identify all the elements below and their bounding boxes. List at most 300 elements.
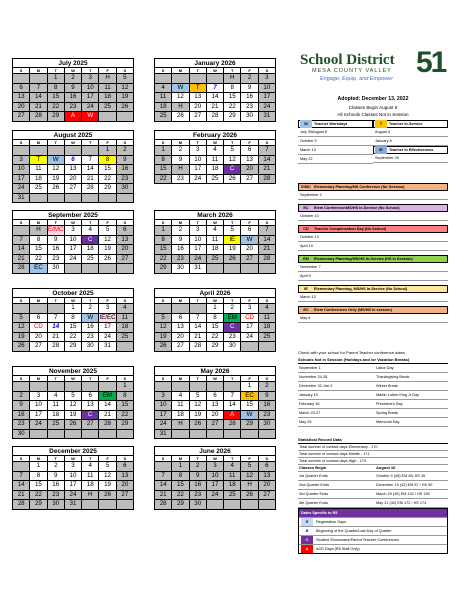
day-cell: 4 — [155, 83, 172, 93]
day-cell: 28 — [30, 112, 47, 122]
weekday-label: F — [99, 140, 116, 146]
day-cell: 18 — [258, 323, 275, 333]
weekday-label: S — [258, 140, 275, 146]
month-calendar-aug25 — [12, 130, 134, 203]
day-cell: 17 — [258, 93, 275, 103]
day-cell: W — [241, 410, 258, 420]
day-cell: 9 — [172, 155, 189, 165]
week-row — [13, 401, 134, 411]
weekday-label: T — [224, 68, 241, 74]
legend-section-tag: EC — [303, 308, 309, 312]
day-cell: 18 — [47, 410, 64, 420]
weekday-label: S — [155, 456, 172, 462]
weekday-label: S — [13, 68, 30, 74]
weekday-label: M — [172, 68, 189, 74]
holiday-name: Martin Luther King Jr Day — [376, 393, 420, 397]
weekday-label: T — [82, 140, 99, 146]
day-cell: 18 — [82, 481, 99, 491]
day-cell: 16 — [47, 481, 64, 491]
month-title: February 2026 — [154, 130, 276, 139]
weekday-label: M — [172, 220, 189, 226]
day-cell: C — [224, 323, 241, 333]
day-cell: W — [82, 313, 99, 323]
day-cell: 22 — [116, 410, 133, 420]
day-cell — [116, 342, 133, 352]
stat-line: Total number of contact days Middle - 171 — [299, 452, 370, 456]
week-row — [13, 490, 134, 500]
day-cell: 12 — [224, 155, 241, 165]
day-cell: 12 — [13, 323, 30, 333]
month-calendar-feb26 — [154, 130, 276, 184]
weekday-label: T — [189, 68, 206, 74]
day-cell: 28 — [47, 342, 64, 352]
legend-sections — [298, 183, 448, 327]
day-cell: 17 — [30, 410, 47, 420]
day-cell: 13 — [116, 235, 133, 245]
day-cell: 5 — [64, 391, 81, 401]
day-cell: 11 — [155, 93, 172, 103]
day-cell: 16 — [116, 165, 133, 175]
day-cell: 16 — [189, 481, 206, 491]
day-cell: 20 — [13, 102, 30, 112]
day-cell — [47, 304, 64, 314]
day-cell: 4 — [82, 462, 99, 472]
day-cell — [224, 264, 241, 274]
day-cell: 15 — [224, 93, 241, 103]
quarter-date: March 20 (45) EM 132 / HS 135 — [376, 492, 430, 496]
day-cell: 26 — [172, 112, 189, 122]
day-cell: 13 — [64, 165, 81, 175]
day-cell: 26 — [99, 490, 116, 500]
day-cell: 11 — [116, 313, 133, 323]
day-cell: 17 — [189, 165, 206, 175]
holiday-row — [298, 382, 448, 391]
inservice-header — [373, 120, 448, 128]
day-cell: 23 — [258, 410, 275, 420]
day-cell: 4 — [47, 391, 64, 401]
day-cell: 18 — [116, 323, 133, 333]
day-cell: 6 — [172, 313, 189, 323]
day-cell: C — [82, 410, 99, 420]
day-cell — [258, 342, 275, 352]
week-row — [155, 83, 276, 93]
month-calendar-dec25 — [12, 446, 134, 510]
day-cell — [189, 304, 206, 314]
month-calendar-oct25 — [12, 288, 134, 352]
day-cell — [64, 382, 81, 392]
day-cell: 20 — [241, 245, 258, 255]
day-cell: 24 — [189, 174, 206, 184]
day-cell: 6 — [30, 313, 47, 323]
weekday-label: W — [64, 456, 81, 462]
week-row — [13, 226, 134, 236]
day-cell: 3 — [189, 226, 206, 236]
day-cell — [116, 500, 133, 510]
day-cell: 10 — [189, 155, 206, 165]
weekday-label: S — [258, 456, 275, 462]
day-cell: 4 — [82, 226, 99, 236]
day-cell: 17 — [241, 323, 258, 333]
month-grid — [154, 455, 276, 510]
day-cell: 3 — [241, 304, 258, 314]
day-cell: 20 — [172, 332, 189, 342]
day-cell — [206, 500, 223, 510]
weekday-label: T — [47, 376, 64, 382]
day-cell: 7 — [155, 471, 172, 481]
month-grid — [12, 297, 134, 352]
day-cell: 24 — [82, 102, 99, 112]
weekday-label: S — [258, 298, 275, 304]
legend-section-title: Elem Conference/MS/HS In-Service (No School) — [314, 206, 400, 210]
day-cell: 26 — [189, 420, 206, 430]
inservice-title: Teacher In-Service — [389, 122, 423, 126]
day-cell: C — [82, 235, 99, 245]
day-cell — [241, 342, 258, 352]
day-cell: 9 — [189, 471, 206, 481]
day-cell: 19 — [224, 245, 241, 255]
holiday-date: May 25 — [299, 420, 312, 424]
day-cell — [99, 193, 116, 203]
day-cell: 1 — [116, 382, 133, 392]
day-cell: 7 — [206, 83, 223, 93]
day-cell — [172, 382, 189, 392]
day-cell: 8 — [206, 313, 223, 323]
day-cell: 30 — [47, 500, 64, 510]
day-cell: 19 — [116, 93, 133, 103]
day-cell: 20 — [189, 102, 206, 112]
day-cell: 5 — [189, 391, 206, 401]
month-calendar-may26 — [154, 366, 276, 439]
day-cell: 3 — [82, 74, 99, 84]
day-cell: 11 — [258, 313, 275, 323]
day-cell: 20 — [241, 165, 258, 175]
holiday-name: Thanksgiving Break — [376, 375, 410, 379]
day-cell: 27 — [116, 490, 133, 500]
day-cell: 3 — [99, 304, 116, 314]
day-cell: 4 — [206, 146, 223, 156]
day-cell: 29 — [224, 112, 241, 122]
weekday-label: T — [189, 376, 206, 382]
day-cell: 3 — [64, 462, 81, 472]
day-cell: 11 — [224, 471, 241, 481]
day-cell: 7 — [224, 391, 241, 401]
day-cell: 29 — [64, 342, 81, 352]
month-title: August 2025 — [12, 130, 134, 139]
day-cell — [30, 429, 47, 439]
day-cell: 8 — [30, 471, 47, 481]
day-cell — [116, 112, 133, 122]
header-block — [298, 96, 448, 117]
day-cell — [47, 382, 64, 392]
day-cell: 20 — [116, 481, 133, 491]
quarters-block — [298, 463, 448, 508]
day-cell: 10 — [206, 471, 223, 481]
day-cell: 9 — [241, 83, 258, 93]
weekday-label: F — [99, 298, 116, 304]
logo-main-text: School District — [300, 52, 395, 68]
day-cell — [172, 429, 189, 439]
day-cell: 12 — [189, 401, 206, 411]
day-cell — [189, 74, 206, 84]
district-logo — [298, 46, 448, 92]
weekday-label: M — [172, 376, 189, 382]
day-cell: 2 — [189, 462, 206, 472]
day-cell: 24 — [30, 420, 47, 430]
stat-line: Total number of contact days High - 174 — [299, 459, 367, 463]
day-cell: 7 — [13, 235, 30, 245]
day-cell: 18 — [99, 93, 116, 103]
weekday-label: W — [206, 68, 223, 74]
day-cell: 14 — [189, 323, 206, 333]
day-cell: H — [172, 102, 189, 112]
day-cell: 5 — [155, 313, 172, 323]
day-cell: 14 — [82, 165, 99, 175]
week-row — [155, 245, 276, 255]
key-row — [299, 535, 447, 544]
day-cell: 17 — [13, 174, 30, 184]
day-cell: 8 — [116, 391, 133, 401]
legend-section-date: April 10 — [298, 242, 448, 251]
day-cell: 21 — [82, 174, 99, 184]
day-cell: 23 — [64, 102, 81, 112]
day-cell: 29 — [47, 112, 64, 122]
day-cell: 1 — [30, 462, 47, 472]
day-cell: 28 — [258, 254, 275, 264]
day-cell: 14 — [30, 93, 47, 103]
week-row — [13, 245, 134, 255]
week-row — [13, 83, 134, 93]
day-cell: 17 — [82, 93, 99, 103]
day-cell: 19 — [99, 481, 116, 491]
quarter-label: 3rd Quarter Ends — [299, 492, 329, 496]
day-cell: 18 — [224, 481, 241, 491]
week-row — [155, 500, 276, 510]
week-row — [155, 481, 276, 491]
day-cell: 7 — [30, 83, 47, 93]
month-calendar-nov25 — [12, 366, 134, 439]
holiday-row — [298, 418, 448, 427]
day-cell: 11 — [30, 165, 47, 175]
day-cell: 4 — [258, 304, 275, 314]
weekday-label: S — [258, 376, 275, 382]
day-cell: 12 — [172, 93, 189, 103]
day-cell: 25 — [82, 254, 99, 264]
legend-section-title: Elementary Planning, MS/HS In-Service (No School) — [314, 287, 408, 291]
week-row — [155, 323, 276, 333]
month-title: July 2025 — [12, 58, 134, 67]
quarter-date: December 19 (42) EM 87 / HS 90 — [376, 483, 433, 487]
legend-section-date: October 10 — [298, 212, 448, 221]
workday-header — [298, 120, 373, 128]
weekday-label: S — [116, 68, 133, 74]
legend-section-header — [298, 306, 448, 314]
day-cell — [30, 74, 47, 84]
legend-section-title: Elem Conferences Only (MS/HS in session) — [314, 308, 392, 312]
day-cell: 28 — [224, 420, 241, 430]
day-cell: 10 — [30, 401, 47, 411]
day-cell: A — [224, 410, 241, 420]
weekday-label: W — [206, 298, 223, 304]
day-cell: 24 — [189, 254, 206, 264]
classes-begin: Classes Begin August 6 — [348, 105, 398, 110]
day-cell: 24 — [258, 102, 275, 112]
weekday-label: S — [258, 68, 275, 74]
day-cell: EC — [30, 264, 47, 274]
day-cell: 10 — [189, 235, 206, 245]
legend-section-tag: IE — [304, 287, 308, 291]
legend-section — [298, 225, 448, 251]
stats-block — [298, 436, 448, 465]
legend-section-tag: EC — [303, 206, 309, 210]
day-cell: 1 — [99, 146, 116, 156]
day-cell: 26 — [47, 184, 64, 194]
weekday-label: T — [189, 456, 206, 462]
month-title: June 2026 — [154, 446, 276, 455]
day-cell — [99, 429, 116, 439]
day-cell: 14 — [47, 323, 64, 333]
day-cell: 13 — [82, 401, 99, 411]
day-cell — [13, 382, 30, 392]
week-row — [13, 382, 134, 392]
quarter-row — [298, 472, 448, 481]
day-cell: 23 — [189, 490, 206, 500]
week-row — [155, 382, 276, 392]
day-cell — [206, 382, 223, 392]
day-cell: 14 — [155, 481, 172, 491]
day-cell: 9 — [116, 155, 133, 165]
weekday-label: T — [47, 298, 64, 304]
day-cell: 20 — [64, 174, 81, 184]
holiday-date: March 23-27 — [299, 411, 321, 415]
day-cell: 12 — [64, 401, 81, 411]
day-cell — [206, 264, 223, 274]
day-cell: 4 — [206, 226, 223, 236]
month-grid — [12, 219, 134, 274]
day-cell: 24 — [99, 332, 116, 342]
week-row — [155, 165, 276, 175]
day-cell: 16 — [172, 245, 189, 255]
day-cell: 21 — [47, 332, 64, 342]
week-row — [155, 391, 276, 401]
day-cell: 11 — [172, 401, 189, 411]
day-cell: CD — [241, 313, 258, 323]
holiday-name: Labor Day — [376, 366, 394, 370]
week-row — [13, 500, 134, 510]
logo-subtitle: MESA COUNTY VALLEY — [312, 68, 392, 74]
day-cell: 15 — [30, 245, 47, 255]
day-cell: 19 — [189, 410, 206, 420]
day-cell: 4 — [224, 462, 241, 472]
weekday-label: M — [30, 376, 47, 382]
weekday-label: T — [47, 140, 64, 146]
day-cell: 21 — [206, 102, 223, 112]
legend-section-date: May 8 — [298, 314, 448, 323]
weekday-label: M — [172, 298, 189, 304]
month-calendar-apr26 — [154, 288, 276, 352]
week-row — [155, 471, 276, 481]
day-cell: 30 — [258, 420, 275, 430]
weekday-label: T — [224, 456, 241, 462]
day-cell: 20 — [206, 410, 223, 420]
weekday-label: F — [99, 376, 116, 382]
week-row — [155, 93, 276, 103]
day-cell: H — [241, 481, 258, 491]
weekday-label: T — [224, 376, 241, 382]
legend-section-date: October 13 — [298, 233, 448, 242]
day-cell: 6 — [241, 226, 258, 236]
weekday-label: F — [241, 456, 258, 462]
day-cell: 22 — [155, 254, 172, 264]
key-row — [299, 526, 447, 535]
legend-section — [298, 183, 448, 200]
day-cell — [172, 304, 189, 314]
month-grid — [12, 139, 134, 203]
week-row — [13, 146, 134, 156]
day-cell: 14 — [99, 401, 116, 411]
weekday-label: T — [47, 68, 64, 74]
day-cell: 28 — [13, 500, 30, 510]
day-cell: 5 — [13, 313, 30, 323]
legend-section-date: November 7 — [298, 263, 448, 272]
quarter-date: October 9 (45) EM 45/ HS 45 — [376, 474, 426, 478]
day-cell: 16 — [13, 410, 30, 420]
day-cell: 30 — [172, 264, 189, 274]
key-text: Registration Days — [316, 519, 346, 524]
day-cell: 14 — [258, 155, 275, 165]
day-cell: 9 — [13, 401, 30, 411]
day-cell: 11 — [99, 83, 116, 93]
weekday-label: W — [64, 376, 81, 382]
day-cell: 11 — [82, 471, 99, 481]
holiday-date: September 1 — [299, 366, 321, 370]
day-cell: 29 — [30, 500, 47, 510]
day-cell — [82, 264, 99, 274]
week-row — [13, 471, 134, 481]
day-cell: W — [47, 155, 64, 165]
day-cell: 22 — [224, 102, 241, 112]
day-cell: CD — [30, 323, 47, 333]
day-cell: 5 — [116, 74, 133, 84]
weekday-label: W — [64, 140, 81, 146]
day-cell: 10 — [155, 401, 172, 411]
month-calendar-jun26 — [154, 446, 276, 510]
day-cell: 17 — [155, 410, 172, 420]
week-row — [155, 146, 276, 156]
day-cell: 28 — [206, 112, 223, 122]
legend-section-title: Teacher Compensation Day (No School) — [314, 227, 387, 231]
workday-title: Teacher Workdays — [314, 122, 348, 126]
day-cell: 30 — [189, 500, 206, 510]
day-cell: 5 — [99, 226, 116, 236]
day-cell: 26 — [13, 342, 30, 352]
weekday-label: T — [189, 140, 206, 146]
week-row — [155, 155, 276, 165]
day-cell: 2 — [172, 226, 189, 236]
holiday-row — [298, 364, 448, 373]
day-cell: 16 — [47, 245, 64, 255]
weekday-label: S — [13, 376, 30, 382]
day-cell: 15 — [30, 481, 47, 491]
day-cell: 1 — [172, 462, 189, 472]
day-cell: 28 — [155, 500, 172, 510]
day-cell: 10 — [258, 83, 275, 93]
day-cell: 16 — [82, 323, 99, 333]
weekday-label: S — [116, 298, 133, 304]
day-cell — [206, 74, 223, 84]
day-cell — [224, 500, 241, 510]
day-cell: 13 — [241, 155, 258, 165]
weekday-label: W — [64, 298, 81, 304]
